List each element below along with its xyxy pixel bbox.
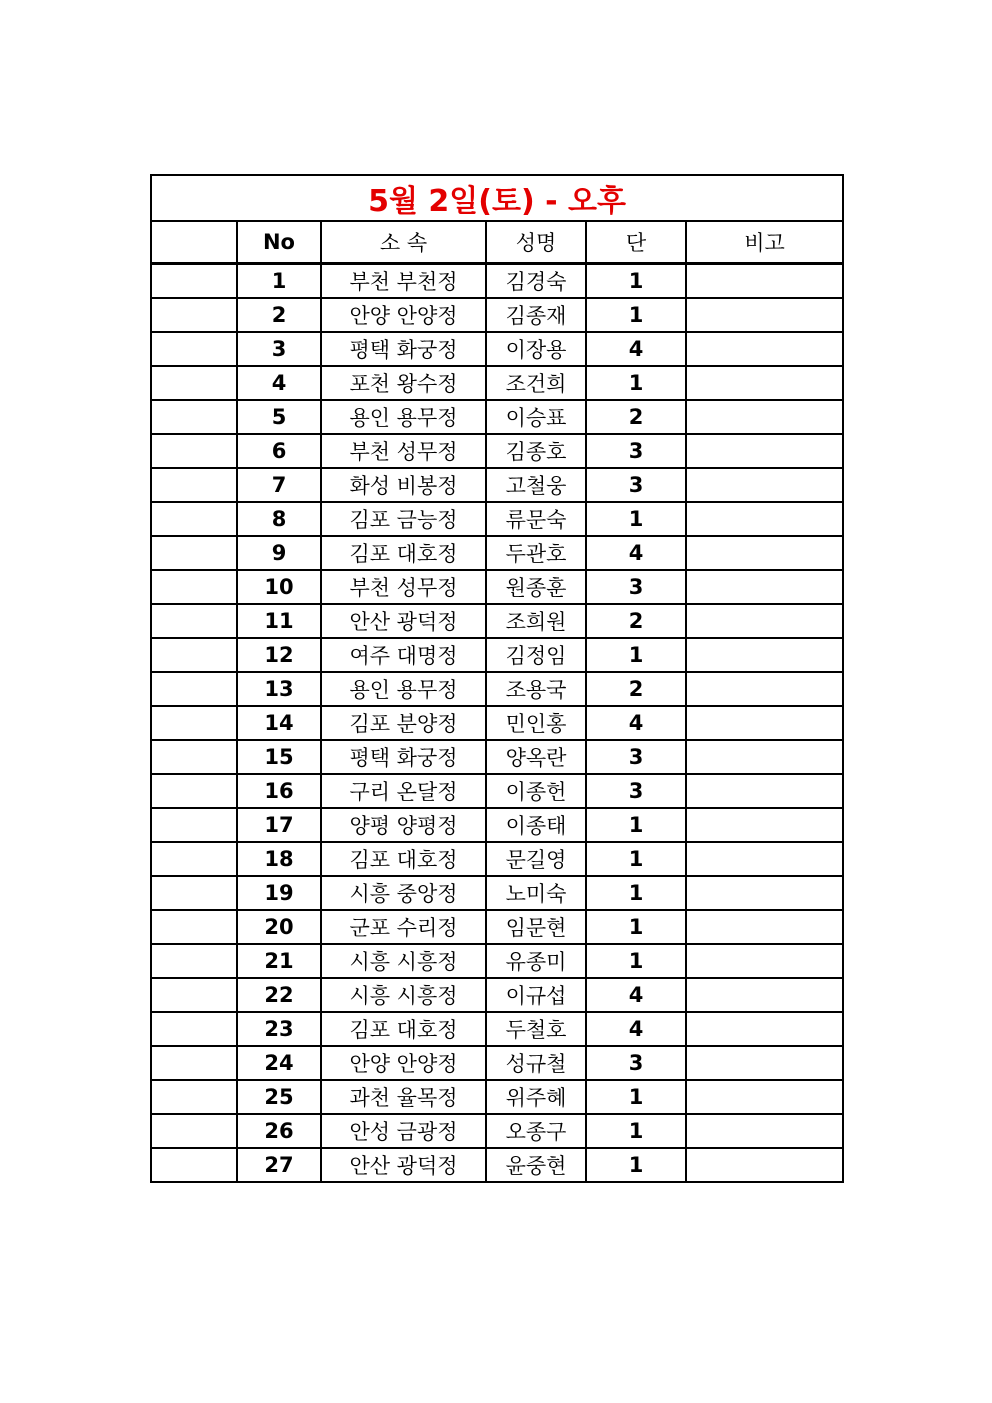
row-no: 23 bbox=[237, 1012, 321, 1046]
row-affiliation: 김포 분양정 bbox=[321, 706, 486, 740]
row-affiliation: 용인 용무정 bbox=[321, 672, 486, 706]
row-name: 두철호 bbox=[486, 1012, 586, 1046]
blank-cell bbox=[151, 740, 237, 774]
table-row bbox=[151, 502, 843, 536]
table-row bbox=[151, 672, 843, 706]
row-dan: 2 bbox=[586, 604, 686, 638]
blank-cell bbox=[151, 1012, 237, 1046]
row-no: 22 bbox=[237, 978, 321, 1012]
row-no: 6 bbox=[237, 434, 321, 468]
row-dan: 1 bbox=[586, 1114, 686, 1148]
row-note bbox=[686, 706, 843, 740]
row-name: 원종훈 bbox=[486, 570, 586, 604]
row-no: 16 bbox=[237, 774, 321, 808]
row-note bbox=[686, 638, 843, 672]
row-no: 1 bbox=[237, 264, 321, 299]
row-no: 21 bbox=[237, 944, 321, 978]
table-body bbox=[151, 264, 843, 1183]
row-no: 9 bbox=[237, 536, 321, 570]
row-affiliation: 시흥 시흥정 bbox=[321, 944, 486, 978]
blank-cell bbox=[151, 774, 237, 808]
table-row bbox=[151, 1114, 843, 1148]
row-note bbox=[686, 944, 843, 978]
table-row bbox=[151, 400, 843, 434]
row-name: 민인홍 bbox=[486, 706, 586, 740]
header-name: 성명 bbox=[486, 221, 586, 264]
blank-cell bbox=[151, 842, 237, 876]
blank-cell bbox=[151, 978, 237, 1012]
row-no: 24 bbox=[237, 1046, 321, 1080]
row-note bbox=[686, 1114, 843, 1148]
row-name: 이종헌 bbox=[486, 774, 586, 808]
row-name: 조용국 bbox=[486, 672, 586, 706]
row-dan: 1 bbox=[586, 944, 686, 978]
row-dan: 1 bbox=[586, 876, 686, 910]
row-dan: 1 bbox=[586, 366, 686, 400]
row-dan: 4 bbox=[586, 1012, 686, 1046]
row-no: 19 bbox=[237, 876, 321, 910]
page-title: 5월 2일(토) - 오후 bbox=[151, 175, 843, 221]
row-name: 위주혜 bbox=[486, 1080, 586, 1114]
table-row bbox=[151, 604, 843, 638]
row-name: 임문현 bbox=[486, 910, 586, 944]
row-affiliation: 김포 금능정 bbox=[321, 502, 486, 536]
blank-cell bbox=[151, 706, 237, 740]
row-no: 15 bbox=[237, 740, 321, 774]
row-name: 양옥란 bbox=[486, 740, 586, 774]
row-name: 류문숙 bbox=[486, 502, 586, 536]
row-note bbox=[686, 1148, 843, 1182]
row-no: 25 bbox=[237, 1080, 321, 1114]
table-row bbox=[151, 536, 843, 570]
row-affiliation: 김포 대호정 bbox=[321, 842, 486, 876]
table-row bbox=[151, 944, 843, 978]
table-row bbox=[151, 842, 843, 876]
row-affiliation: 시흥 시흥정 bbox=[321, 978, 486, 1012]
row-dan: 3 bbox=[586, 570, 686, 604]
row-affiliation: 여주 대명정 bbox=[321, 638, 486, 672]
row-name: 이승표 bbox=[486, 400, 586, 434]
row-dan: 1 bbox=[586, 808, 686, 842]
row-dan: 1 bbox=[586, 502, 686, 536]
row-affiliation: 안성 금광정 bbox=[321, 1114, 486, 1148]
table-row bbox=[151, 366, 843, 400]
row-affiliation: 과천 율목정 bbox=[321, 1080, 486, 1114]
header-blank bbox=[151, 221, 237, 264]
row-affiliation: 부천 성무정 bbox=[321, 434, 486, 468]
blank-cell bbox=[151, 638, 237, 672]
row-no: 8 bbox=[237, 502, 321, 536]
row-dan: 1 bbox=[586, 1080, 686, 1114]
blank-cell bbox=[151, 400, 237, 434]
blank-cell bbox=[151, 1080, 237, 1114]
blank-cell bbox=[151, 570, 237, 604]
row-affiliation: 안양 안양정 bbox=[321, 1046, 486, 1080]
row-note bbox=[686, 298, 843, 332]
header-dan: 단 bbox=[586, 221, 686, 264]
row-affiliation: 안양 안양정 bbox=[321, 298, 486, 332]
row-note bbox=[686, 434, 843, 468]
row-affiliation: 군포 수리정 bbox=[321, 910, 486, 944]
row-no: 12 bbox=[237, 638, 321, 672]
row-no: 4 bbox=[237, 366, 321, 400]
table-row bbox=[151, 910, 843, 944]
table-row bbox=[151, 264, 843, 299]
row-name: 조희원 bbox=[486, 604, 586, 638]
table-row bbox=[151, 434, 843, 468]
row-affiliation: 부천 부천정 bbox=[321, 264, 486, 299]
row-no: 10 bbox=[237, 570, 321, 604]
row-note bbox=[686, 1012, 843, 1046]
row-dan: 1 bbox=[586, 842, 686, 876]
row-note bbox=[686, 774, 843, 808]
row-dan: 3 bbox=[586, 468, 686, 502]
row-name: 성규철 bbox=[486, 1046, 586, 1080]
row-no: 11 bbox=[237, 604, 321, 638]
row-no: 17 bbox=[237, 808, 321, 842]
blank-cell bbox=[151, 944, 237, 978]
row-no: 5 bbox=[237, 400, 321, 434]
blank-cell bbox=[151, 672, 237, 706]
row-no: 3 bbox=[237, 332, 321, 366]
row-name: 유종미 bbox=[486, 944, 586, 978]
row-affiliation: 포천 왕수정 bbox=[321, 366, 486, 400]
row-name: 문길영 bbox=[486, 842, 586, 876]
table-row bbox=[151, 298, 843, 332]
row-dan: 4 bbox=[586, 978, 686, 1012]
row-affiliation: 용인 용무정 bbox=[321, 400, 486, 434]
blank-cell bbox=[151, 332, 237, 366]
row-note bbox=[686, 502, 843, 536]
row-affiliation: 시흥 중앙정 bbox=[321, 876, 486, 910]
row-affiliation: 구리 온달정 bbox=[321, 774, 486, 808]
blank-cell bbox=[151, 910, 237, 944]
blank-cell bbox=[151, 604, 237, 638]
row-affiliation: 김포 대호정 bbox=[321, 1012, 486, 1046]
row-name: 조건희 bbox=[486, 366, 586, 400]
row-note bbox=[686, 400, 843, 434]
table-row bbox=[151, 706, 843, 740]
row-dan: 1 bbox=[586, 298, 686, 332]
row-name: 김정임 bbox=[486, 638, 586, 672]
blank-cell bbox=[151, 536, 237, 570]
table-row bbox=[151, 638, 843, 672]
blank-cell bbox=[151, 1114, 237, 1148]
row-no: 7 bbox=[237, 468, 321, 502]
row-no: 14 bbox=[237, 706, 321, 740]
row-note bbox=[686, 740, 843, 774]
row-affiliation: 안산 광덕정 bbox=[321, 1148, 486, 1182]
row-note bbox=[686, 264, 843, 299]
row-note bbox=[686, 978, 843, 1012]
row-name: 김경숙 bbox=[486, 264, 586, 299]
row-affiliation: 김포 대호정 bbox=[321, 536, 486, 570]
row-dan: 4 bbox=[586, 536, 686, 570]
table-row bbox=[151, 332, 843, 366]
row-dan: 3 bbox=[586, 740, 686, 774]
table-row bbox=[151, 808, 843, 842]
blank-cell bbox=[151, 434, 237, 468]
row-note bbox=[686, 842, 843, 876]
table-row bbox=[151, 978, 843, 1012]
row-name: 이종태 bbox=[486, 808, 586, 842]
table-row bbox=[151, 876, 843, 910]
row-no: 26 bbox=[237, 1114, 321, 1148]
row-dan: 1 bbox=[586, 910, 686, 944]
row-no: 18 bbox=[237, 842, 321, 876]
row-dan: 2 bbox=[586, 672, 686, 706]
row-affiliation: 양평 양평정 bbox=[321, 808, 486, 842]
header-note: 비고 bbox=[686, 221, 843, 264]
table-row bbox=[151, 570, 843, 604]
blank-cell bbox=[151, 876, 237, 910]
row-note bbox=[686, 366, 843, 400]
row-note bbox=[686, 332, 843, 366]
row-dan: 4 bbox=[586, 332, 686, 366]
row-dan: 3 bbox=[586, 774, 686, 808]
row-name: 오종구 bbox=[486, 1114, 586, 1148]
row-affiliation: 평택 화궁정 bbox=[321, 740, 486, 774]
table-row bbox=[151, 740, 843, 774]
table-row bbox=[151, 774, 843, 808]
table-row bbox=[151, 1012, 843, 1046]
table-row bbox=[151, 1046, 843, 1080]
row-dan: 1 bbox=[586, 638, 686, 672]
blank-cell bbox=[151, 1046, 237, 1080]
row-no: 13 bbox=[237, 672, 321, 706]
blank-cell bbox=[151, 264, 237, 299]
row-note bbox=[686, 808, 843, 842]
row-affiliation: 평택 화궁정 bbox=[321, 332, 486, 366]
table-row bbox=[151, 1080, 843, 1114]
roster-table bbox=[150, 174, 844, 1183]
row-name: 김종호 bbox=[486, 434, 586, 468]
row-note bbox=[686, 536, 843, 570]
blank-cell bbox=[151, 468, 237, 502]
blank-cell bbox=[151, 808, 237, 842]
row-note bbox=[686, 1080, 843, 1114]
row-name: 이규섭 bbox=[486, 978, 586, 1012]
row-dan: 3 bbox=[586, 434, 686, 468]
row-name: 이장용 bbox=[486, 332, 586, 366]
row-note bbox=[686, 570, 843, 604]
row-name: 김종재 bbox=[486, 298, 586, 332]
row-no: 2 bbox=[237, 298, 321, 332]
table-row bbox=[151, 468, 843, 502]
row-dan: 3 bbox=[586, 1046, 686, 1080]
row-name: 노미숙 bbox=[486, 876, 586, 910]
table-row bbox=[151, 1148, 843, 1182]
row-dan: 2 bbox=[586, 400, 686, 434]
blank-cell bbox=[151, 1148, 237, 1182]
header-no: No bbox=[237, 221, 321, 264]
row-note bbox=[686, 468, 843, 502]
row-no: 27 bbox=[237, 1148, 321, 1182]
blank-cell bbox=[151, 298, 237, 332]
blank-cell bbox=[151, 366, 237, 400]
row-dan: 1 bbox=[586, 264, 686, 299]
row-name: 고철웅 bbox=[486, 468, 586, 502]
row-dan: 1 bbox=[586, 1148, 686, 1182]
row-note bbox=[686, 604, 843, 638]
row-note bbox=[686, 1046, 843, 1080]
row-dan: 4 bbox=[586, 706, 686, 740]
header-affiliation: 소 속 bbox=[321, 221, 486, 264]
row-name: 두관호 bbox=[486, 536, 586, 570]
row-note bbox=[686, 876, 843, 910]
blank-cell bbox=[151, 502, 237, 536]
row-no: 20 bbox=[237, 910, 321, 944]
row-name: 윤중현 bbox=[486, 1148, 586, 1182]
row-affiliation: 안산 광덕정 bbox=[321, 604, 486, 638]
row-note bbox=[686, 672, 843, 706]
row-note bbox=[686, 910, 843, 944]
row-affiliation: 화성 비봉정 bbox=[321, 468, 486, 502]
row-affiliation: 부천 성무정 bbox=[321, 570, 486, 604]
